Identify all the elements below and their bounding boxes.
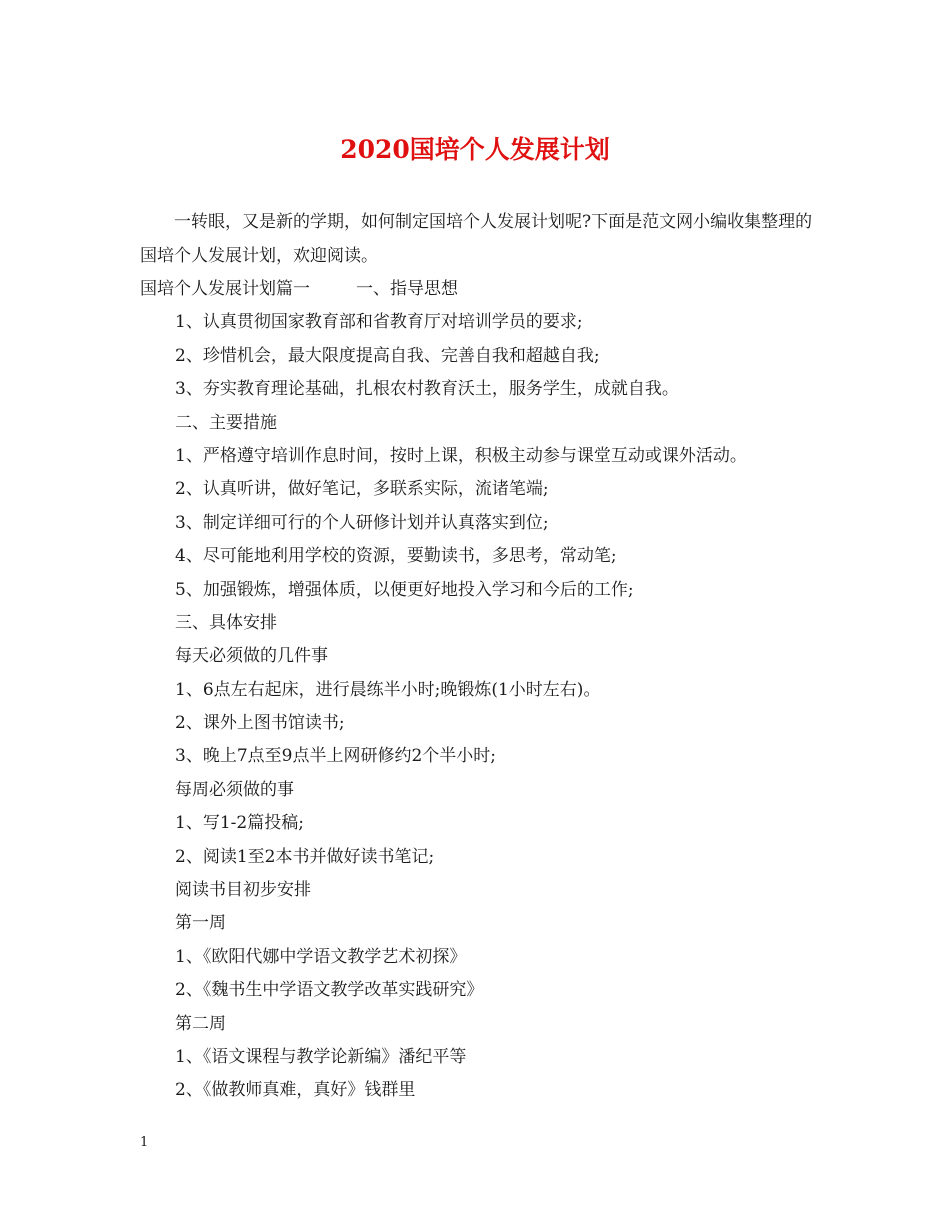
subheading: 每周必须做的事 xyxy=(175,779,294,800)
text-line: 3、晚上7点至9点半上网研修约2个半小时; xyxy=(175,746,496,767)
text-line: 2、认真听讲，做好笔记，多联系实际，流诸笔端; xyxy=(175,479,549,500)
text-line: 1、6点左右起床，进行晨练半小时;晚锻炼(1小时左右)。 xyxy=(175,679,601,700)
text-line: 2、课外上图书馆读书; xyxy=(175,713,345,734)
section-heading: 三、具体安排 xyxy=(175,612,277,633)
intro-paragraph: 一转眼，又是新的学期，如何制定国培个人发展计划呢?下面是范文网小编收集整理的国培个人发展计划，欢迎阅读。 xyxy=(140,212,813,266)
text-line: 1、《欧阳代娜中学语文教学艺术初探》 xyxy=(175,946,467,967)
text-line: 3、制定详细可行的个人研修计划并认真落实到位; xyxy=(175,512,549,533)
section-heading: 一、指导思想 xyxy=(356,279,458,299)
text-line: 2、《做教师真难，真好》钱群里 xyxy=(175,1080,416,1101)
text-line: 5、加强锻炼，增强体质，以便更好地投入学习和今后的工作; xyxy=(175,579,634,600)
subheading: 阅读书目初步安排 xyxy=(175,880,311,901)
text-line: 2、珍惜机会，最大限度提高自我、完善自我和超越自我; xyxy=(175,345,600,366)
subheading: 每天必须做的几件事 xyxy=(175,646,328,667)
text-line: 1、认真贯彻国家教育部和省教育厅对培训学员的要求; xyxy=(175,312,583,333)
text-line: 2、《魏书生中学语文教学改革实践研究》 xyxy=(175,980,484,1001)
page-number: 1 xyxy=(140,1135,149,1150)
week-heading: 第二周 xyxy=(175,1013,226,1034)
text-line: 4、尽可能地利用学校的资源，要勤读书，多思考，常动笔; xyxy=(175,546,617,567)
text-line: 2、阅读1至2本书并做好读书笔记; xyxy=(175,846,435,867)
section-heading: 二、主要措施 xyxy=(175,412,277,433)
week-heading: 第一周 xyxy=(175,913,226,934)
document-title: 2020国培个人发展计划 xyxy=(340,135,610,164)
text-line: 1、《语文课程与教学论新编》潘纪平等 xyxy=(175,1046,467,1067)
document-body xyxy=(140,273,820,1108)
plan-part-label: 国培个人发展计划篇一 xyxy=(140,279,310,299)
text-line: 1、严格遵守培训作息时间，按时上课，积极主动参与课堂互动或课外活动。 xyxy=(175,445,747,466)
text-line: 1、写1-2篇投稿; xyxy=(175,813,304,834)
section-heading-line xyxy=(140,273,820,306)
text-line: 3、夯实教育理论基础，扎根农村教育沃土，服务学生，成就自我。 xyxy=(175,379,679,400)
